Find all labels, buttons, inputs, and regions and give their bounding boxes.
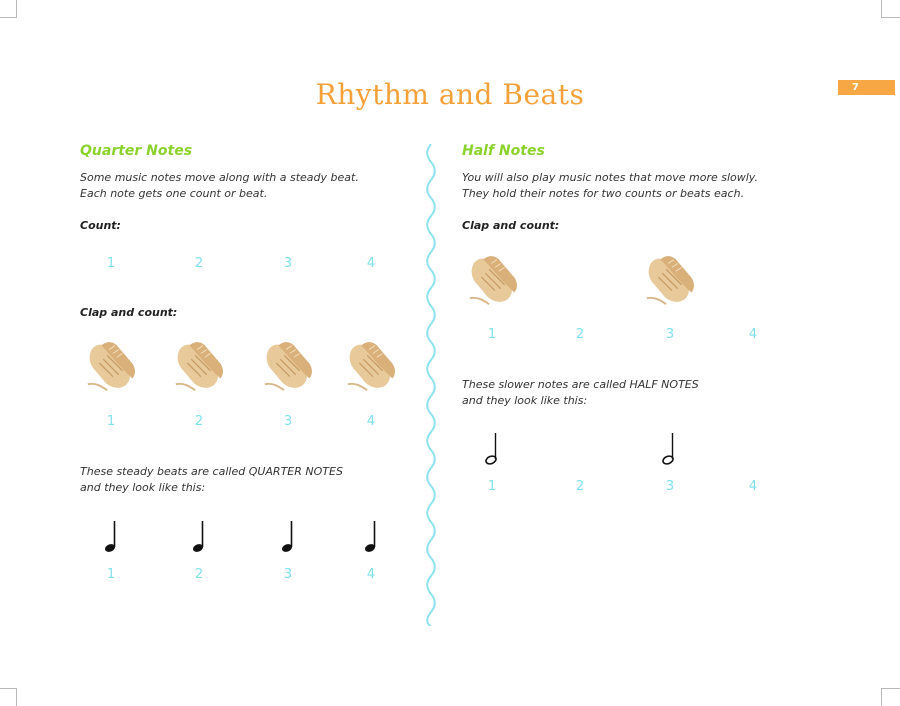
note-count-number: 4 bbox=[366, 567, 376, 582]
clap-count-number: 2 bbox=[194, 414, 204, 429]
count-number: 3 bbox=[283, 256, 293, 271]
clap-count-number: 1 bbox=[487, 327, 497, 342]
count-number: 2 bbox=[194, 256, 204, 271]
note-count-number: 3 bbox=[665, 479, 675, 494]
quarter-note-icon bbox=[362, 519, 382, 555]
note-count-number: 1 bbox=[487, 479, 497, 494]
wavy-divider bbox=[424, 144, 438, 626]
explain-line: These steady beats are called QUARTER NOTES bbox=[80, 465, 343, 478]
clapping-hands-icon bbox=[170, 336, 228, 394]
half-note-icon bbox=[483, 431, 503, 467]
count-number: 4 bbox=[366, 256, 376, 271]
note-count-number: 3 bbox=[283, 567, 293, 582]
clap-count-number: 4 bbox=[366, 414, 376, 429]
explain-line: and they look like this: bbox=[80, 481, 206, 494]
clap-and-count-label: Clap and count: bbox=[462, 219, 560, 232]
page-number-tab: 7 bbox=[838, 80, 895, 95]
crop-mark bbox=[882, 688, 900, 689]
clapping-hands-icon bbox=[259, 336, 317, 394]
clapping-hands-icon bbox=[82, 336, 140, 394]
quarter-note-icon bbox=[102, 519, 122, 555]
clap-count-number: 3 bbox=[665, 327, 675, 342]
clap-count-number: 3 bbox=[283, 414, 293, 429]
clapping-hands-icon bbox=[641, 250, 699, 308]
page-title: Rhythm and Beats bbox=[315, 78, 585, 111]
crop-mark bbox=[0, 688, 16, 689]
clap-and-count-label: Clap and count: bbox=[80, 306, 178, 319]
half-notes-heading: Half Notes bbox=[462, 143, 545, 159]
count-label: Count: bbox=[80, 219, 121, 232]
note-count-number: 2 bbox=[194, 567, 204, 582]
half-note-icon bbox=[660, 431, 680, 467]
half-notes-explanation bbox=[462, 377, 699, 409]
note-count-number: 1 bbox=[106, 567, 116, 582]
clap-count-number: 2 bbox=[575, 327, 585, 342]
half-notes-intro bbox=[462, 170, 758, 202]
quarter-notes-explanation bbox=[80, 464, 343, 496]
explain-line: and they look like this: bbox=[462, 394, 588, 407]
crop-mark bbox=[881, 0, 882, 18]
count-number: 1 bbox=[106, 256, 116, 271]
clapping-hands-icon bbox=[464, 250, 522, 308]
quarter-notes-heading: Quarter Notes bbox=[80, 143, 193, 159]
crop-mark bbox=[881, 688, 882, 706]
clapping-hands-icon bbox=[342, 336, 400, 394]
note-count-number: 4 bbox=[748, 479, 758, 494]
intro-line: They hold their notes for two counts or beats each. bbox=[462, 187, 745, 200]
crop-mark bbox=[16, 688, 17, 706]
note-count-number: 2 bbox=[575, 479, 585, 494]
intro-line: Each note gets one count or beat. bbox=[80, 187, 268, 200]
explain-line: These slower notes are called HALF NOTES bbox=[462, 378, 699, 391]
quarter-note-icon bbox=[190, 519, 210, 555]
crop-mark bbox=[16, 0, 17, 18]
clap-count-number: 4 bbox=[748, 327, 758, 342]
quarter-note-icon bbox=[279, 519, 299, 555]
quarter-notes-intro bbox=[80, 170, 359, 202]
crop-mark bbox=[0, 17, 16, 18]
crop-mark bbox=[882, 17, 900, 18]
intro-line: Some music notes move along with a steady beat. bbox=[80, 171, 359, 184]
clap-count-number: 1 bbox=[106, 414, 116, 429]
intro-line: You will also play music notes that move more slowly. bbox=[462, 171, 758, 184]
